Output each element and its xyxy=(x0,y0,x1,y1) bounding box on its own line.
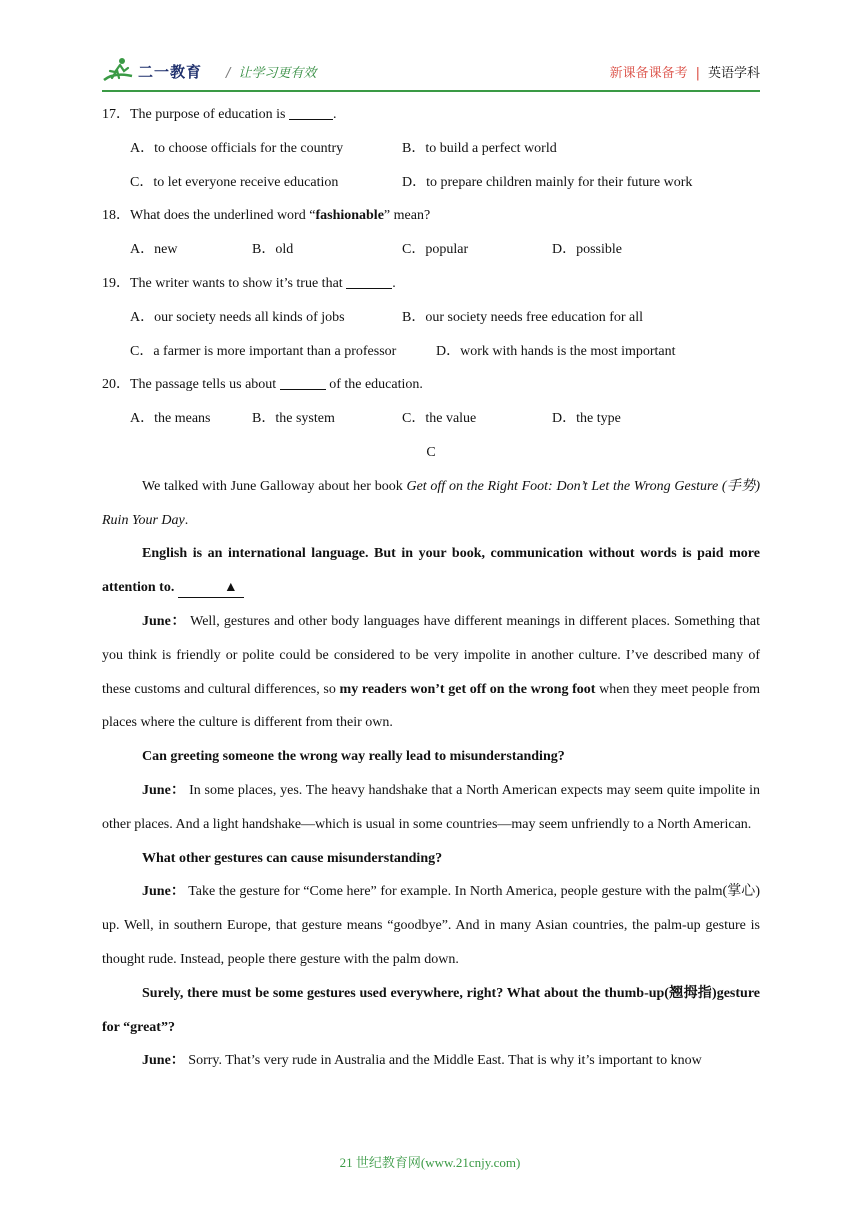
a2-text: In some places, yes. The heavy handshake that a North American expects may seem quite impolite in other places. And a light handshake—which is usual in some countries—may seem unfriendly to a North American. xyxy=(102,782,760,832)
question-19-options-row2 xyxy=(102,335,760,369)
answer-blank xyxy=(346,272,392,289)
q17-option-c: C．to let everyone receive education xyxy=(130,174,339,190)
a4-text: Sorry. That’s very rude in Australia and the Middle East. That is why it’s important to know xyxy=(188,1053,702,1069)
question-17-stem xyxy=(102,98,760,132)
q19-option-a: A．our society needs all kinds of jobs xyxy=(130,309,345,325)
q17-option-a: A．to choose officials for the country xyxy=(130,140,344,156)
interview-answer-2 xyxy=(102,774,760,842)
slogan-text: 让学习更有效 xyxy=(238,66,317,81)
interview-question-2: Can greeting someone the wrong way really lead to misunderstanding? xyxy=(142,749,565,765)
answer-blank xyxy=(289,103,333,120)
interview-question-3: What other gestures can cause misunderstanding? xyxy=(142,850,443,866)
q18-stem-end: ” mean? xyxy=(383,208,431,224)
header-separator: | xyxy=(695,66,700,81)
q19-stem-text: 19．The writer wants to show it’s true that xyxy=(102,275,347,291)
q1-text: English is an international language. But in your book, communication without words is paid more attention to. xyxy=(102,546,760,596)
q20-option-a: A．the means xyxy=(130,411,211,427)
q17-option-b: B．to build a perfect world xyxy=(402,140,557,156)
question-18-stem xyxy=(102,199,760,233)
interview-answer-4 xyxy=(102,1044,760,1078)
header-right xyxy=(610,62,760,81)
brand-logo xyxy=(102,56,202,86)
interview-answer-1 xyxy=(102,605,760,740)
q19-option-c: C．a farmer is more important than a professor xyxy=(130,343,397,359)
interview-question-1 xyxy=(102,537,760,605)
q18-option-c: C．popular xyxy=(402,242,469,258)
question-17-options-row1 xyxy=(102,132,760,166)
intro-text: We talked with June Galloway about her book xyxy=(142,478,407,494)
speaker-label: June： xyxy=(142,782,186,798)
q19-option-b: B．our society needs free education for all xyxy=(402,309,644,325)
interview-question-4: Surely, there must be some gestures used everywhere, right? What about the thumb-up(翘拇指)gesture for “great”? xyxy=(102,985,760,1035)
q20-option-d: D．the type xyxy=(552,411,621,427)
speaker-label: June： xyxy=(142,1053,185,1069)
speaker-label: June： xyxy=(142,884,185,900)
question-18-options xyxy=(102,233,760,267)
q18-stem-text: 18．What does the underlined word “ xyxy=(102,208,316,224)
q17-stem-end: . xyxy=(333,107,337,122)
question-20-options xyxy=(102,402,760,436)
a1-text: Well, gestures and other body languages have different meanings in different places. Something that you think is friendly or polite could be considered to be very impolite in another culture. I’ve described many of these customs and cultural differences, so xyxy=(102,613,760,697)
runner-logo-icon xyxy=(102,56,136,86)
slogan xyxy=(226,62,316,81)
q20-stem-end: of the education. xyxy=(325,377,423,393)
answer-blank xyxy=(280,373,326,390)
q17-stem-text: 17．The purpose of education is xyxy=(102,107,290,122)
section-heading: C xyxy=(426,444,436,460)
q19-stem-end: . xyxy=(392,275,396,291)
a1-text-end: when they meet people from places where the culture is different from their own. xyxy=(102,681,760,731)
q20-option-c: C．the value xyxy=(402,411,477,427)
question-17-options-row2 xyxy=(102,166,760,200)
q18-target-word: fashionable xyxy=(315,208,384,224)
book-title: Get off on the Right Foot: Don’t Let the Wrong Gesture (手势) Ruin Your Day xyxy=(102,478,760,528)
page-content xyxy=(102,98,760,1078)
q18-option-b: B．old xyxy=(252,242,294,258)
interview-answer-3 xyxy=(102,875,760,976)
q20-stem-text: 20．The passage tells us about xyxy=(102,377,280,393)
slash-divider: / xyxy=(226,66,231,81)
intro-end: . xyxy=(184,512,189,528)
a3-text: Take the gesture for “Come here” for example. In North America, people gesture with the palm(掌心) up. Well, in southern Europe, that gesture means “goodbye”. And in many Asian countries, the palm-up gesture is thought rude. Instead, people there gesture with the palm down. xyxy=(102,884,760,967)
blank-triangle: ▲ xyxy=(178,579,244,598)
page-footer: 21 世纪教育网(www.21cnjy.com) xyxy=(339,1155,521,1170)
q18-option-a: A．new xyxy=(130,242,178,258)
header-subject: 英语学科 xyxy=(707,66,760,81)
q17-option-d: D．to prepare children mainly for their future work xyxy=(402,174,693,190)
question-20-stem xyxy=(102,368,760,402)
a1-bold-phrase: my readers won’t get off on the wrong foot xyxy=(339,681,596,697)
page-header xyxy=(102,56,760,92)
question-19-stem xyxy=(102,267,760,301)
q19-option-d: D．work with hands is the most important xyxy=(436,343,676,359)
q18-option-d: D．possible xyxy=(552,242,622,258)
speaker-label: June： xyxy=(142,613,187,629)
logo-text: 二一教育 xyxy=(138,62,203,81)
header-tag: 新课备课备考 xyxy=(609,66,688,81)
question-19-options-row1 xyxy=(102,301,760,335)
header-rule xyxy=(102,90,760,92)
q20-option-b: B．the system xyxy=(252,411,335,427)
passage-intro xyxy=(102,470,760,538)
